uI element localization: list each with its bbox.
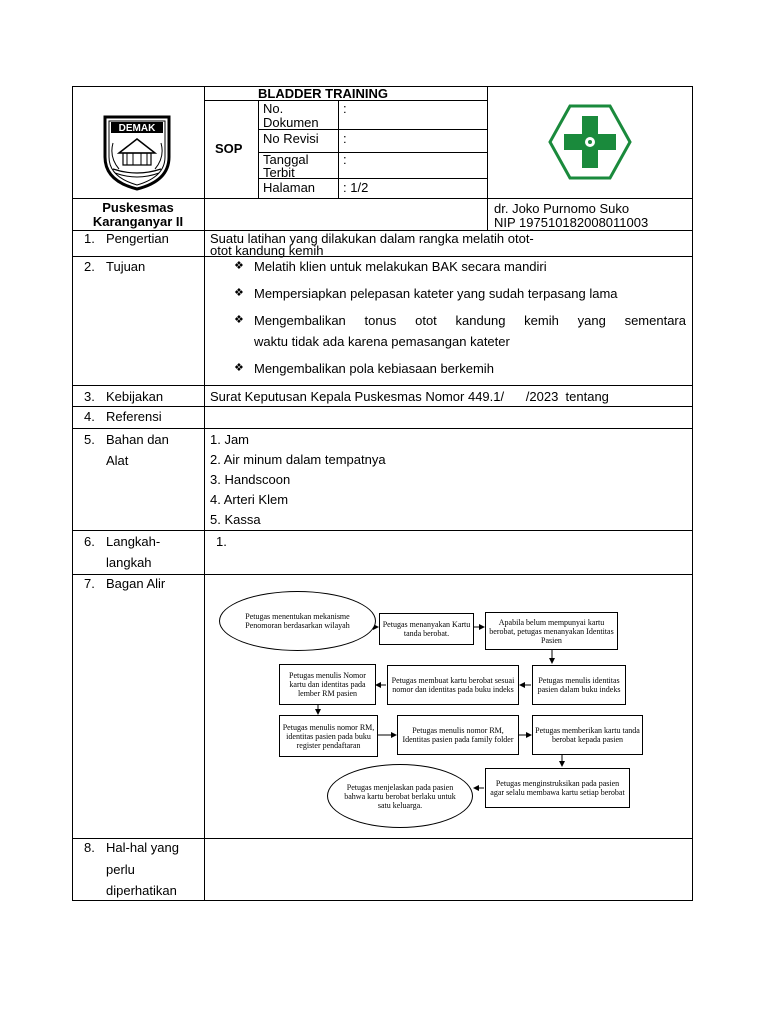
s1-label: Pengertian xyxy=(106,231,169,246)
diamond-bullet-icon: ❖ xyxy=(234,362,244,374)
s5-item-2: 2. Air minum dalam tempatnya xyxy=(210,452,386,467)
diamond-bullet-icon: ❖ xyxy=(234,314,244,326)
s2-number: 2. xyxy=(84,259,95,274)
s8-label-line3: diperhatikan xyxy=(106,883,177,898)
sop-label: SOP xyxy=(215,141,243,156)
halaman-value: : 1/2 xyxy=(343,180,369,195)
document-title: BLADDER TRAINING xyxy=(258,86,388,101)
s1-text-line2: otot kandung kemih xyxy=(210,243,324,258)
flow-step-register: Petugas menulis nomor RM, identitas pasien pada buku register pendaftaran xyxy=(279,715,378,757)
s5-number: 5. xyxy=(84,432,95,447)
signer-name: dr. Joko Purnomo Suko xyxy=(494,201,630,216)
flow-step-ask-identity: Apabila belum mempunyai kartu berobat, petugas menanyakan Identitas Pasien xyxy=(485,612,618,650)
s6-number: 6. xyxy=(84,534,95,549)
demak-logo-text: DEMAK xyxy=(118,123,156,134)
puskesmas-name-line1: Puskesmas xyxy=(102,200,174,215)
s5-label-line1: Bahan dan xyxy=(106,432,169,447)
s3-number: 3. xyxy=(84,389,95,404)
no-revisi-value: : xyxy=(343,131,347,146)
s1-text-line1: Suatu latihan yang dilakukan dalam rangka melatih otot- xyxy=(210,231,534,246)
tanggal-terbit-label-2: Terbit xyxy=(263,165,295,180)
diamond-bullet-icon: ❖ xyxy=(234,287,244,299)
s1-number: 1. xyxy=(84,231,95,246)
s2-bullet-2: Mempersiapkan pelepasan kateter yang sudah terpasang lama xyxy=(254,286,618,301)
flow-step-give-card: Petugas memberikan kartu tanda berobat kepada pasien xyxy=(532,715,643,755)
s5-item-3: 3. Handscoon xyxy=(210,472,291,487)
flow-step-ask-card: Petugas menanyakan Kartu tanda berobat. xyxy=(379,613,474,645)
flow-step-family-folder: Petugas menulis nomor RM, Identitas pasien pada family folder xyxy=(397,715,519,755)
no-dokumen-label-2: Dokumen xyxy=(263,115,319,130)
s8-label-line1: Hal-hal yang xyxy=(106,840,179,855)
s4-number: 4. xyxy=(84,409,95,424)
s8-number: 8. xyxy=(84,840,95,855)
flow-step-instruct: Petugas menginstruksikan pada pasien agar selalu membawa kartu setiap berobat xyxy=(485,768,630,808)
flow-start-oval: Petugas menentukan mekanisme Penomoran berdasarkan wilayah xyxy=(219,591,376,651)
s2-label: Tujuan xyxy=(106,259,146,274)
flow-step-write-rm: Petugas menulis Nomor kartu dan identitas pada lember RM pasien xyxy=(279,664,376,705)
s2-bullet-3-line1: Mengembalikan tonus otot kandung kemih yang sementara xyxy=(254,313,686,328)
s6-label-line1: Langkah- xyxy=(106,534,161,549)
s8-label-line2: perlu xyxy=(106,862,135,877)
tanggal-terbit-value: : xyxy=(343,152,347,167)
diamond-bullet-icon: ❖ xyxy=(234,260,244,272)
halaman-label: Halaman xyxy=(263,180,316,195)
flow-step-make-card: Petugas membuat kartu berobat sesuai nomor dan identitas pada buku indeks xyxy=(387,665,519,705)
flow-step-write-index: Petugas menulis identitas pasien dalam buku indeks xyxy=(532,665,626,705)
no-dokumen-value: : xyxy=(343,101,347,116)
no-revisi-label: No Revisi xyxy=(263,131,319,146)
s7-number: 7. xyxy=(84,576,95,591)
s6-step-1: 1. xyxy=(216,534,227,549)
flow-end-oval: Petugas menjelaskan pada pasien bahwa kartu berobat berlaku untuk satu keluarga. xyxy=(327,764,473,828)
no-dokumen-label-1: No. xyxy=(263,101,284,116)
s5-item-5: 5. Kassa xyxy=(210,512,261,527)
s5-item-1: 1. Jam xyxy=(210,432,250,447)
s2-bullet-1: Melatih klien untuk melakukan BAK secara mandiri xyxy=(254,259,547,274)
s5-item-4: 4. Arteri Klem xyxy=(210,492,289,507)
s2-bullet-3-line2: waktu tidak ada karena pemasangan kateter xyxy=(254,334,510,349)
puskesmas-name-line2: Karanganyar II xyxy=(92,214,184,229)
s6-label-line2: langkah xyxy=(106,555,152,570)
s2-bullet-4: Mengembalikan pola kebiasaan berkemih xyxy=(254,361,494,376)
s4-label: Referensi xyxy=(106,409,162,424)
s7-label: Bagan Alir xyxy=(106,576,166,591)
s3-label: Kebijakan xyxy=(106,389,164,404)
s5-label-line2: Alat xyxy=(106,453,129,468)
tanggal-terbit-label-1: Tanggal xyxy=(263,152,309,167)
signer-nip: NIP 197510182008011003 xyxy=(494,215,649,230)
s3-text: Surat Keputusan Kepala Puskesmas Nomor 449.1/ /2023 tentang xyxy=(210,389,609,404)
